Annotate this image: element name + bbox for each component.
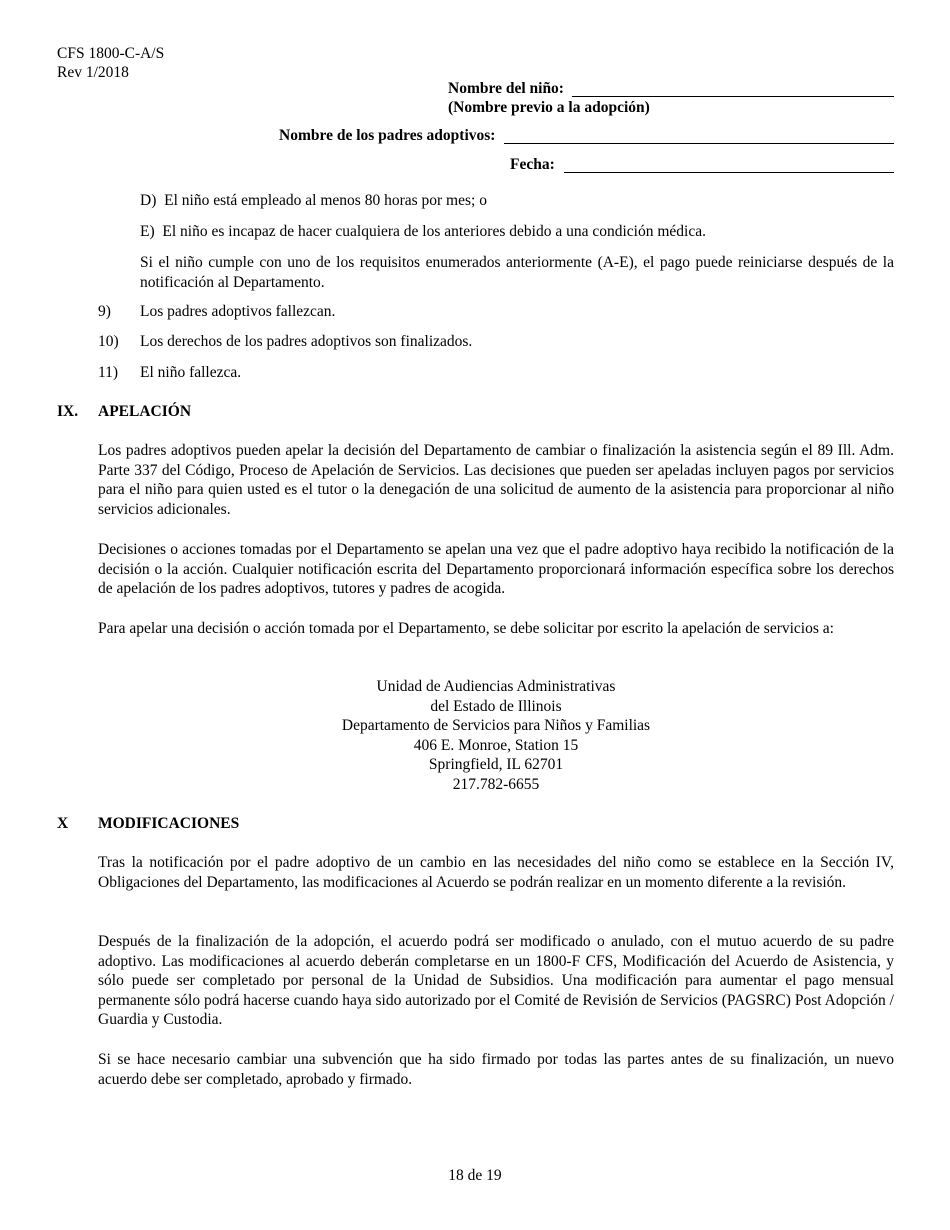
address-line: 406 E. Monroe, Station 15 <box>413 736 579 754</box>
section-x-paragraph-1: Tras la notificación por el padre adoptivo de un cambio en las necesidades del niño como se establece en la Sección IV, Obligaciones del Departamento, las modificaciones al Acuerdo se podrán realizar en un momento diferente a la revisión. <box>98 854 894 891</box>
page-number: 18 de 19 <box>448 1167 502 1184</box>
requirements-note: Si el niño cumple con uno de los requisitos enumerados anteriormente (A-E), el pago puede reiniciarse después de la notificación al Departamento. <box>140 254 894 291</box>
list-text: El niño es incapaz de hacer cualquiera de los anteriores debido a una condición médica. <box>162 223 706 240</box>
date-field[interactable] <box>564 172 894 173</box>
appeal-address <box>98 677 894 795</box>
list-item-e <box>140 223 706 241</box>
section-x-title: MODIFICACIONES <box>98 815 240 832</box>
child-name-field[interactable] <box>572 96 894 97</box>
address-line: Unidad de Audiencias Administrativas <box>376 678 616 695</box>
section-x-paragraph-2: Después de la finalización de la adopción, el acuerdo podrá ser modificado o anulado, con el mutuo acuerdo de su padre adoptivo. Las modificaciones al acuerdo deberán completarse en un 1800-F CFS, Modificación del Acuerdo de Asistencia, y sólo puede ser completado por personal de la Unidad de Subsidios. Una modificación para aumentar el pago mensual permanente sólo podrá hacerse cuando haya sido autorizado por el Comité de Revisión de Servicios (PAGSRC) Post Adopción / Guardia y Custodia. <box>98 933 894 1029</box>
section-ix-number: IX. <box>57 403 79 420</box>
section-ix-paragraph-1: Los padres adoptivos pueden apelar la decisión del Departamento de cambiar o finalización la asistencia según el 89 Ill. Adm. Parte 337 del Código, Proceso de Apelación de Servicios. Las decisiones que pueden ser apeladas incluyen pagos por servicios para el niño para quien usted es el tutor o la denegación de una solicitud de aumento de la asistencia para proporcionar al niño servicios adicionales. <box>98 442 894 518</box>
parents-name-label: Nombre de los padres adoptivos: <box>279 127 496 144</box>
section-ix-paragraph-2: Decisiones o acciones tomadas por el Departamento se apelan una vez que el padre adoptivo haya recibido la notificación de la decisión o la acción. Cualquier notificación escrita del Departamento proporcionará información específica sobre los derechos de apelación de los padres adoptivos, tutores y padres de acogida. <box>98 541 894 598</box>
child-name-sublabel: (Nombre previo a la adopción) <box>448 99 650 116</box>
list-marker-9: 9) <box>98 303 111 320</box>
date-label: Fecha: <box>510 156 555 173</box>
section-ix-paragraph-3: Para apelar una decisión o acción tomada por el Departamento, se debe solicitar por escrito la apelación de servicios a: <box>98 620 834 637</box>
address-phone: 217.782-6655 <box>452 775 540 793</box>
section-x-number: X <box>57 815 69 832</box>
list-item-d <box>140 192 487 210</box>
list-text-10: Los derechos de los padres adoptivos son finalizados. <box>140 333 473 350</box>
list-text-11: El niño fallezca. <box>140 364 242 381</box>
address-line: del Estado de Illinois <box>430 697 562 715</box>
section-ix-title: APELACIÓN <box>98 403 192 420</box>
list-marker: E) <box>140 223 155 240</box>
list-marker-11: 11) <box>98 364 119 381</box>
section-x-paragraph-3: Si se hace necesario cambiar una subvención que ha sido firmado por todas las partes antes de su finalización, un nuevo acuerdo debe ser completado, aprobado y firmado. <box>98 1051 894 1088</box>
list-marker-10: 10) <box>98 333 119 350</box>
parents-name-field[interactable] <box>504 143 894 144</box>
form-identifier <box>57 44 164 82</box>
address-line: Departamento de Servicios para Niños y Familias <box>341 717 651 735</box>
list-marker: D) <box>140 192 157 209</box>
list-text-9: Los padres adoptivos fallezcan. <box>140 303 336 320</box>
address-line: Springfield, IL 62701 <box>428 756 564 774</box>
form-revision: Rev 1/2018 <box>57 64 129 81</box>
child-name-label: Nombre del niño: <box>448 80 564 97</box>
list-text: El niño está empleado al menos 80 horas por mes; o <box>164 192 487 209</box>
form-code: CFS 1800-C-A/S <box>57 45 165 62</box>
